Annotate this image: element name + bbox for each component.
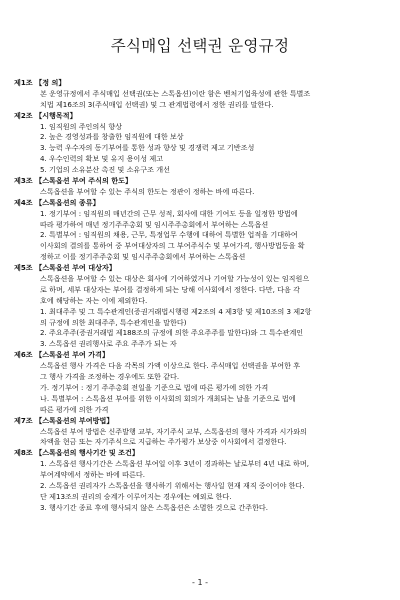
body-text-line: 로 하며, 세부 대상자는 부여를 결정하게 되는 당해 이사회에서 정한다. 다만, 다음 각 [40, 284, 300, 294]
body-text-line: 1. 임직원의 주인의식 향상 [40, 121, 123, 131]
body-text-line: 스톡옵션 행사 가격은 다음 각목의 가액 이상으로 한다. 주식매입 선택권을 부여한 후 [40, 361, 301, 371]
section-heading: 제4조 【스톡옵션의 종류】 [14, 197, 100, 207]
section-heading: 제5조 【스톡옵션 부여 대상자】 [14, 263, 116, 273]
body-text-line: 따른 평가에 의한 가격 [40, 404, 109, 414]
body-text-line: 의 규정에 의한 최대주주, 특수관계인을 말한다) [40, 317, 187, 327]
section-heading: 제1조 【정 의】 [14, 78, 66, 87]
body-text-line: 단 제13조의 권리의 승계가 이루어지는 경우에는 예외로 한다. [40, 491, 232, 501]
section-heading: 제6조 【스톡옵션 부여 가격】 [14, 350, 110, 360]
body-text-line: 1. 최대주주 및 그 특수관계인(증권거래법시행령 제2조의 4 제3항 및 제10조의 3 제2항 [40, 306, 312, 316]
section-heading: 제8조 【스톡옵션의 행사기간 및 조건】 [14, 448, 139, 458]
body-text-line: 4. 우수인력의 확보 및 유지 용이성 제고 [40, 154, 164, 164]
section-heading: 제2조 【시행목적】 [14, 110, 77, 120]
body-text-line: 5. 기업의 소유분산 촉진 및 소유구조 개선 [40, 165, 170, 175]
body-text-line: 정하고 이를 정기주주총회 및 임시주주총회에서 부여하는 스톡옵션 [40, 252, 246, 262]
body-text-line: 따라 평가하여 매년 정기주주총회 및 임시주주총회에서 부여하는 스톡옵션 [40, 219, 269, 229]
body-text-line: 2. 특별부여 : 임직원의 채용, 근무, 특정업무 수행에 대하여 특별한 업적을 기대하여 [40, 230, 298, 240]
body-text-line: 호에 해당하는 자는 이에 제외한다. [40, 295, 148, 305]
page-number: - 1 - [192, 578, 208, 587]
body-text-line: 2. 높은 경영성과를 창출한 임직원에 대한 보상 [40, 132, 184, 142]
body-text-line: 가. 정기부여 : 정기 주주총회 전일을 기준으로 법에 따른 평가에 의한 가격 [40, 382, 269, 392]
body-text-line: 스톡옵션을 부여할 수 있는 대상은 회사에 기여하였거나 기여할 가능성이 있는 임직원으 [40, 274, 310, 284]
body-text-line: 치법 제16조의 3(주식매입 선택권) 및 그 관계법령에서 정한 권리를 말한다. [40, 99, 274, 109]
body-text-line: 이사회의 결의를 통하여 중 부여대상자의 그 부여주식수 및 부여가격, 행사방법등을 확 [40, 241, 305, 251]
body-text-line: 본 운영규정에서 주식매입 선택권(또는 스톡옵션)이란 함은 벤처기업육성에 관한 특별조 [40, 88, 311, 98]
body-text-line: 나. 특별부여 : 스톡옵션 부여를 위한 이사회의 회의가 개최되는 날을 기준으로 법에 [40, 393, 296, 403]
section-heading: 제3조 【스톡옵션 부여 주식의 한도】 [14, 176, 133, 186]
body-text-line: 1. 정기부여 : 임직원의 매년간의 근무 성적, 회사에 대한 기여도 등을 일정한 방법에 [40, 208, 298, 218]
body-text-line: 1. 스톡옵션 행사기간은 스톡옵션 부여일 이후 3년이 경과하는 날로부터 4년 내로 하며, [40, 459, 309, 469]
body-text-line: 스톡옵션을 부여할 수 있는 주식의 한도는 정관이 정하는 바에 따른다. [40, 186, 255, 196]
document-body [14, 78, 388, 514]
body-text-line: 3. 스톡옵션 권리행사로 주요 주주가 되는 자 [40, 339, 177, 349]
body-text-line: 2. 주요주주(증권거래법 제188조의 규정에 의한 주요주주를 말한다)와 그 특수관계인 [40, 328, 304, 338]
body-text-line: 부여계약에서 정하는 바에 따른다. [40, 470, 145, 480]
body-text-line: 2. 스톡옵션 권리자가 스톡옵션을 행사하기 위해서는 행사일 현재 재직 중이어야 한다. [40, 480, 305, 490]
document-title: 주식매입 선택권 운영규정 [110, 37, 290, 55]
body-text-line: 그 행사 가격을 조정하는 경우에도 또한 같다. [40, 372, 180, 382]
body-text-line: 스톡옵션 부여 방법은 신주발행 교부, 자기주식 교부, 스톡옵션의 행사 가격과 시가와의 [40, 426, 307, 436]
section-heading: 제7조 【스톡옵션의 부여방법】 [14, 415, 114, 425]
body-text-line: 3. 능력 우수자의 동기부여를 통한 성과 향상 및 경쟁력 제고 기반조성 [40, 143, 255, 153]
body-text-line: 3. 행사기간 종료 후에 행사되지 않은 스톡옵션은 소멸한 것으로 간주한다. [40, 502, 269, 512]
body-text-line: 차액을 현금 또는 자기주식으로 지급하는 주가평가 보상중 이사회에서 결정한다. [40, 437, 287, 447]
